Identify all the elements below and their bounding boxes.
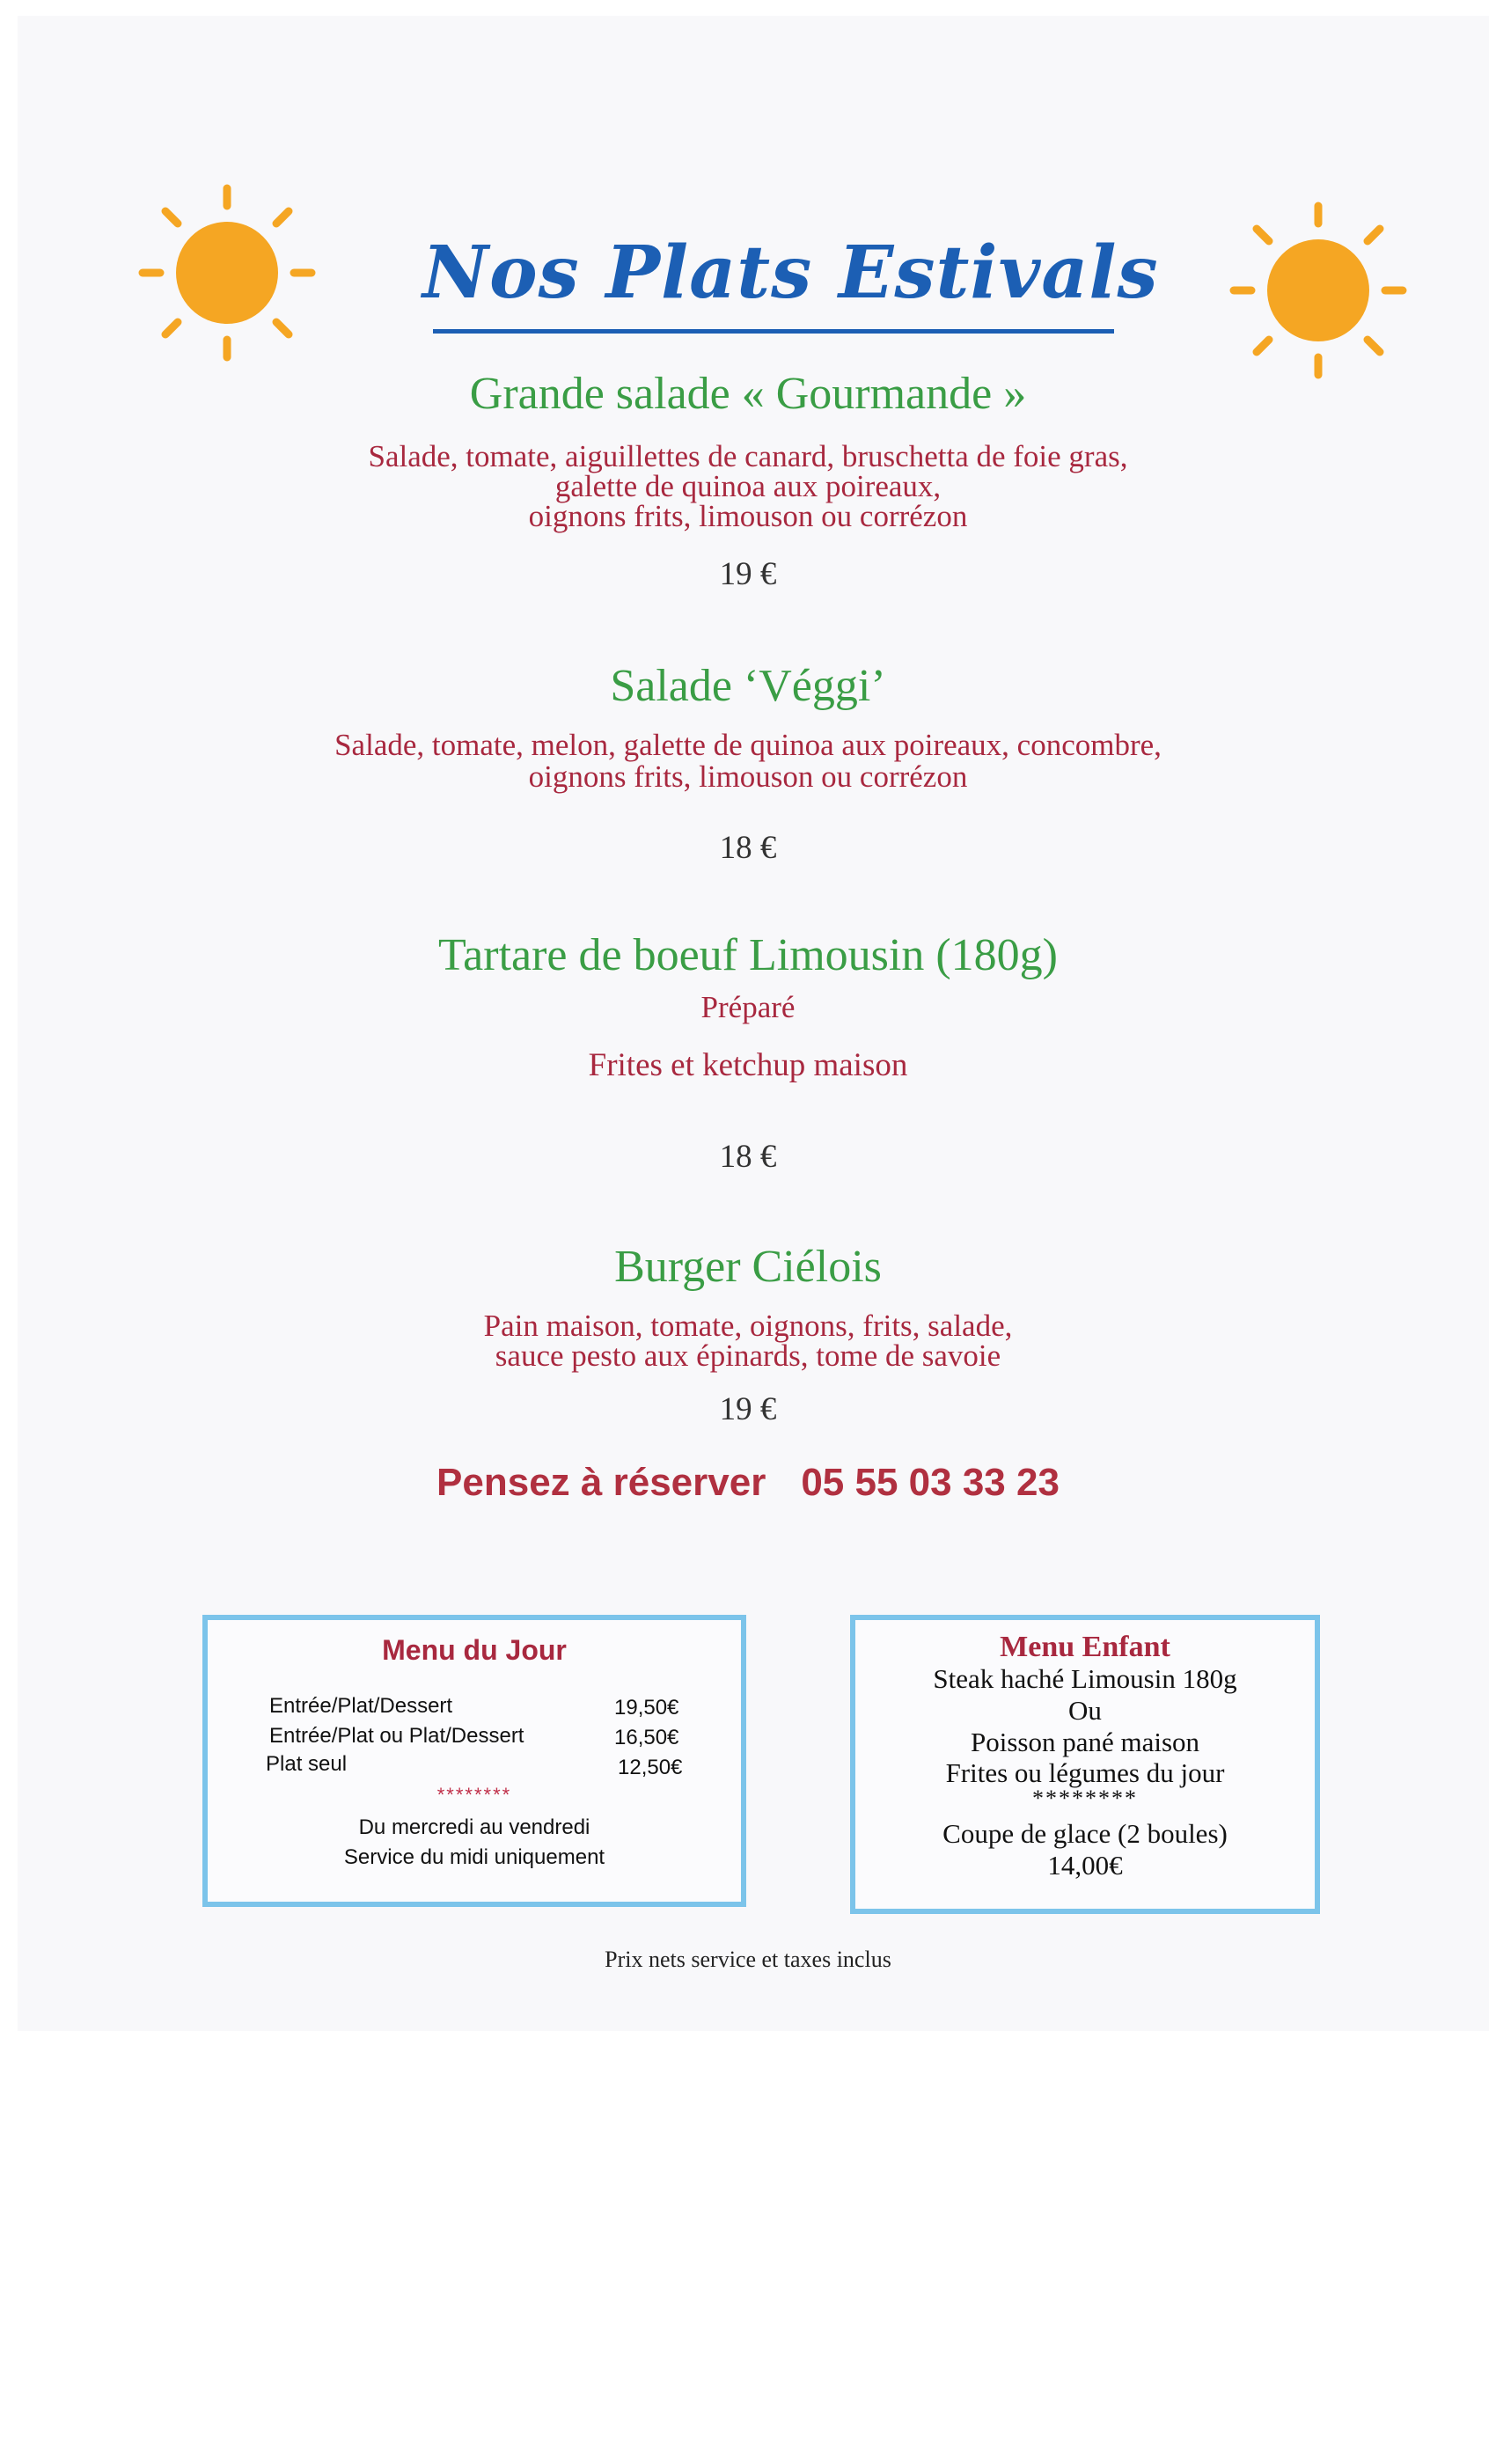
reservation-text: Pensez à réserver — [436, 1461, 766, 1504]
menu-enfant-price: 14,00€ — [1047, 1850, 1123, 1881]
menu-row-label: Entrée/Plat ou Plat/Dessert — [269, 1724, 524, 1748]
sun-icon — [130, 176, 324, 370]
dish-description: oignons frits, limouson ou corrézon — [528, 759, 968, 794]
menu-row-price: 16,50€ — [614, 1726, 679, 1749]
menu-days: Du mercredi au vendredi — [358, 1815, 590, 1839]
menu-enfant-line: Steak haché Limousin 180g — [933, 1663, 1237, 1694]
dish-subtitle: Préparé — [700, 990, 796, 1024]
dish-name: Salade ‘Véggi’ — [610, 661, 886, 711]
menu-row-label: Plat seul — [266, 1752, 348, 1776]
menu-enfant-line: Ou — [1068, 1695, 1102, 1726]
menu-row-price: 19,50€ — [614, 1696, 679, 1720]
dish-description: galette de quinoa aux poireaux, — [554, 469, 942, 503]
menu-enfant-line: Coupe de glace (2 boules) — [942, 1818, 1228, 1849]
menu-row-label: Entrée/Plat/Dessert — [269, 1694, 453, 1718]
title-underline — [433, 329, 1114, 334]
reservation-line — [0, 1461, 1496, 1505]
menu-service: Service du midi uniquement — [343, 1845, 605, 1869]
dish-price: 18 € — [719, 830, 777, 866]
dish-name: Grande salade « Gourmande » — [469, 369, 1027, 419]
phone-number[interactable]: 05 55 03 33 23 — [801, 1461, 1060, 1504]
separator-stars: ******** — [436, 1784, 512, 1806]
sun-icon — [1221, 194, 1415, 387]
menu-enfant-box — [850, 1615, 1320, 1914]
dish-description: sauce pesto aux épinards, tome de savoie — [495, 1338, 1001, 1373]
dish-description: oignons frits, limouson ou corrézon — [528, 499, 968, 533]
menu-enfant-title: Menu Enfant — [1000, 1631, 1170, 1663]
dish-price: 18 € — [719, 1139, 777, 1175]
separator-stars: ******** — [1032, 1786, 1138, 1811]
dish-description: Salade, tomate, melon, galette de quinoa aux poireaux, concombre, — [334, 728, 1162, 762]
dish-description: Salade, tomate, aiguillettes de canard, bruschetta de foie gras, — [368, 439, 1128, 473]
dish-price: 19 € — [719, 556, 777, 592]
dish-name: Tartare de boeuf Limousin (180g) — [438, 930, 1058, 980]
dish-price: 19 € — [719, 1391, 777, 1427]
dish-description: Pain maison, tomate, oignons, frits, salade, — [483, 1309, 1013, 1343]
menu-enfant-line: Frites ou légumes du jour — [945, 1757, 1225, 1788]
menu-du-jour-box — [202, 1615, 746, 1907]
menu-enfant-line: Poisson pané maison — [970, 1727, 1200, 1757]
dish-name: Burger Ciélois — [614, 1242, 882, 1292]
footer-note: Prix nets service et taxes inclus — [605, 1947, 891, 1972]
menu-du-jour-title: Menu du Jour — [382, 1634, 567, 1666]
page-title: Nos Plats Estivals — [422, 231, 1159, 315]
menu-row-price: 12,50€ — [618, 1756, 683, 1779]
dish-description: Frites et ketchup maison — [588, 1047, 908, 1083]
